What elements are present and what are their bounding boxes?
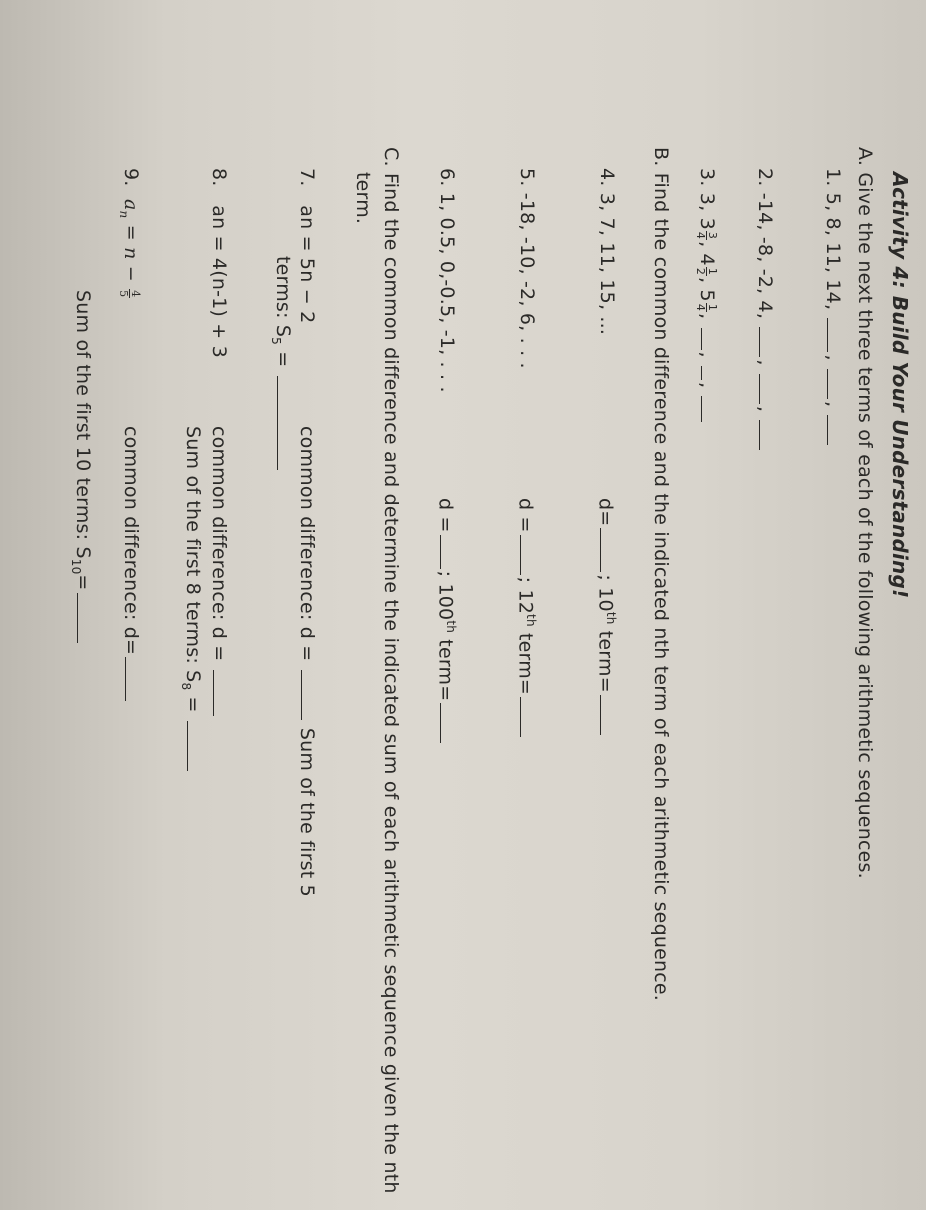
sequence-text: -18, -10, -2, 6, . . . <box>516 192 538 369</box>
item-number: 9. <box>120 168 142 187</box>
term-answer-blank[interactable] <box>520 697 537 737</box>
answer-blank[interactable] <box>701 396 718 422</box>
d-label: d= <box>594 498 617 527</box>
ordinal-suffix: th <box>444 620 458 634</box>
answer-blank[interactable] <box>827 415 844 445</box>
item-number: 1. <box>822 168 844 187</box>
sum-subscript: 5 <box>269 337 284 345</box>
section-c-heading: C. Find the common difference and determine the indicated sum of each arithmetic sequence given the nth <box>380 147 402 1194</box>
sum-answer-blank[interactable] <box>77 593 94 643</box>
sum-subscript: 10 <box>69 558 84 575</box>
sequence-text: 3, 7, 11, 15, ... <box>596 192 618 336</box>
nth-label: ; 12 <box>514 576 537 615</box>
sum-answer-blank[interactable] <box>277 376 294 470</box>
item-1: 1. 5, 8, 11, 14, , , <box>822 168 844 447</box>
item-9-sum <box>69 290 94 645</box>
item-4-answers <box>595 498 618 737</box>
answer-blank[interactable] <box>827 369 844 399</box>
item-5-answers <box>515 498 538 739</box>
answer-blank[interactable] <box>759 420 776 450</box>
term-answer-blank[interactable] <box>440 703 457 743</box>
item-8-sum <box>179 426 204 773</box>
sum-subscript: 8 <box>179 682 194 691</box>
mixed-number: 4 1 2 <box>694 253 719 276</box>
item-5 <box>516 168 538 369</box>
item-6 <box>436 168 458 393</box>
d-answer-blank[interactable] <box>440 535 457 569</box>
d-answer-blank[interactable] <box>600 528 617 572</box>
answer-blank[interactable] <box>759 327 776 357</box>
item-4 <box>596 168 618 335</box>
item-7 <box>296 168 318 323</box>
item-7-cd <box>296 426 318 897</box>
equals: = <box>272 344 294 368</box>
item-8-cd <box>208 426 230 718</box>
item-9 <box>117 168 142 299</box>
terms-label: terms: S <box>272 256 294 338</box>
term-label: term= <box>514 626 537 696</box>
d-label: d = <box>514 498 537 533</box>
item-number: 4. <box>596 168 618 187</box>
nth-label: ; 10 <box>594 574 617 612</box>
item-number: 2. <box>754 168 776 187</box>
common-difference-label: common difference: d = <box>296 426 318 662</box>
item-9-cd <box>120 426 142 703</box>
answer-blank[interactable] <box>701 328 718 350</box>
mixed-number: 5 1 4 <box>694 289 719 312</box>
answer-blank[interactable] <box>827 318 844 352</box>
item-6-answers <box>435 498 458 745</box>
ordinal-suffix: th <box>604 611 618 625</box>
d-answer-blank[interactable] <box>213 670 230 716</box>
sum-label: Sum of the first 8 terms: S <box>182 426 204 683</box>
common-difference-label: common difference: d= <box>120 426 142 656</box>
section-c-heading-cont: term. <box>352 172 374 225</box>
d-answer-blank[interactable] <box>520 535 537 575</box>
sequence-text: 5, 8, 11, 14, <box>822 192 844 311</box>
item-number: 8. <box>208 168 230 187</box>
answer-blank[interactable] <box>759 374 776 404</box>
formula: $a_n = n$ − 4 5 <box>117 199 143 298</box>
equals: = <box>182 690 204 713</box>
answer-blank[interactable] <box>701 366 718 380</box>
sum-answer-blank[interactable] <box>187 721 204 771</box>
sequence-text: 1, 0.5, 0,-0.5, -1, . . . <box>436 192 458 393</box>
mixed-number: 3 3 4 <box>694 217 719 240</box>
item-7-sum <box>269 256 294 472</box>
section-a-heading: A. Give the next three terms of each of the following arithmetic sequences. <box>854 147 876 879</box>
sum-label: Sum of the first 5 <box>296 727 318 897</box>
d-label: d = <box>434 498 457 533</box>
nth-label: ; 100 <box>434 570 457 621</box>
activity-title: Activity 4: Build Your Understanding! <box>888 172 912 599</box>
item-number: 6. <box>436 168 458 187</box>
ordinal-suffix: th <box>524 614 538 627</box>
equals: = <box>72 574 94 591</box>
term-label: term= <box>594 624 617 693</box>
term-answer-blank[interactable] <box>600 695 617 735</box>
item-number: 5. <box>516 168 538 187</box>
item-number: 3. <box>696 168 718 187</box>
item-number: 7. <box>296 168 318 187</box>
section-b-heading: B. Find the common difference and the indicated nth term of each arithmetic sequence. <box>650 147 672 1001</box>
item-8 <box>208 168 230 358</box>
d-answer-blank[interactable] <box>125 657 142 701</box>
sequence-text: -14, -8, -2, 4, <box>754 192 776 320</box>
item-2: 2. -14, -8, -2, 4, , , <box>754 168 776 452</box>
term-label: term= <box>434 633 457 702</box>
sequence-text: 3, <box>696 192 718 212</box>
formula: an = 4(n-1) + 3 <box>208 205 230 358</box>
sum-label: Sum of the first 10 terms: S <box>72 290 94 559</box>
common-difference-label: common difference: d = <box>208 426 230 662</box>
d-answer-blank[interactable] <box>301 670 318 720</box>
formula: an = 5n − 2 <box>296 205 318 324</box>
item-3: 3. 3, 3 3 4 , 4 1 2 , 5 1 4 , , , <box>695 168 718 424</box>
